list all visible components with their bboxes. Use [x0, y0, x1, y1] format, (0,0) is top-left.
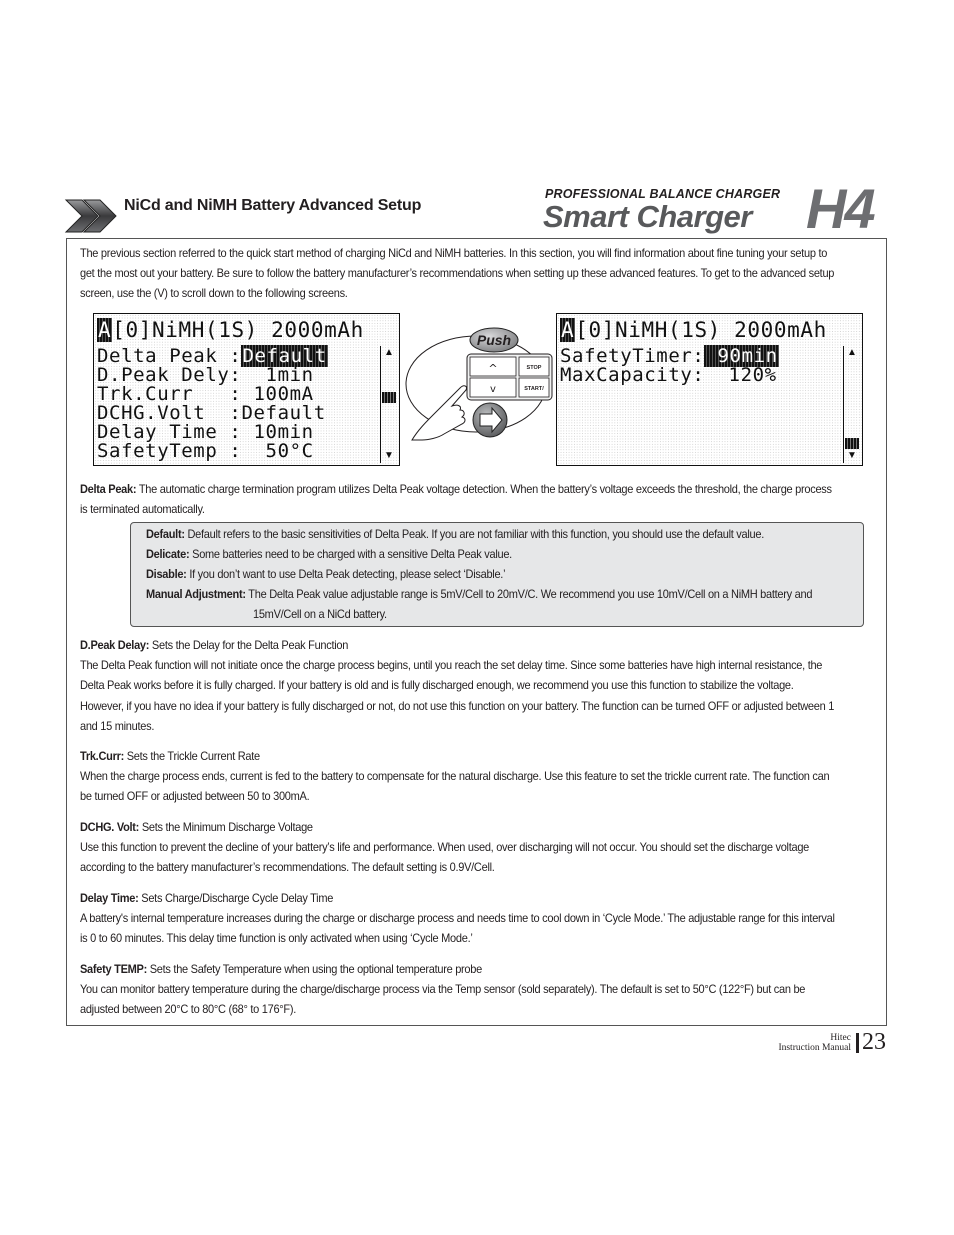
section-label: Delay Time:	[80, 892, 139, 905]
delta-peak-paragraph	[80, 480, 836, 520]
start-label: START/	[524, 386, 544, 392]
scroll-down-icon: ▼	[384, 450, 394, 461]
option-delicate	[146, 545, 822, 565]
section-heading	[80, 747, 836, 767]
section-subtitle: Sets Charge/Discharge Cycle Delay Time	[138, 892, 334, 905]
up-button-icon: ^	[488, 362, 498, 375]
lcd-row-value: 120%	[704, 364, 777, 386]
page-number: 23	[862, 1029, 886, 1055]
section-safety-temp	[80, 960, 836, 1021]
option-manual-adjustment-cont	[253, 605, 929, 625]
section-subtitle: Sets the Delay for the Delta Peak Function	[149, 639, 349, 652]
section-subtitle: Sets the Safety Temperature when using the optional temperature probe	[146, 963, 482, 976]
section-body: You can monitor battery temperature during the charge/discharge process via the Temp sensor (sold separately). The default is set to 50°C (122°F) but can be adjusted between 20°C to 80°C (68° to 176°F).	[80, 983, 806, 1017]
option-disable	[146, 565, 822, 585]
lcd-row-value-selected: Default	[242, 345, 327, 367]
section-label: Safety TEMP:	[80, 963, 147, 976]
section-body: Use this function to prevent the decline of your battery’s life and performance. When used, over discharging will not occur. You should set the discharge voltage according to the battery manufacturer’s recommendations. The default setting is 0.9V/Cell.	[80, 841, 810, 875]
lcd-screen-advanced-setup	[93, 313, 400, 466]
brand-subtitle: PROFESSIONAL BALANCE CHARGER	[545, 187, 781, 201]
intro-paragraph: The previous section referred to the quick start method of charging NiCd and NiMH batteries. In this section, you will find information about fine tuning your setup to get the most out your battery. Be sure to follow the battery manufacturer’s recommendations when setting up these advanced features. To get to the advanced setup screen, use the (V) to scroll down to the following screens.	[80, 247, 835, 301]
lcd-row-label: SafetyTemp :	[97, 440, 242, 462]
chevron-arrows-icon	[64, 198, 122, 234]
option-label: Disable:	[146, 568, 187, 581]
option-text: 15mV/Cell on a NiCd battery.	[253, 608, 387, 621]
lcd-row-label: Delay Time :	[97, 421, 242, 443]
lcd-row-value: Default	[241, 402, 326, 424]
channel-indicator: A	[561, 318, 575, 342]
term-label: Delta Peak:	[80, 483, 137, 496]
lcd-header	[97, 319, 364, 342]
down-button-icon: v	[490, 384, 496, 395]
lcd-screen-safety-settings	[556, 313, 863, 466]
charger-buttons-illustration	[404, 322, 554, 442]
section-heading	[80, 889, 836, 909]
section-title: NiCd and NiMH Battery Advanced Setup	[124, 197, 422, 214]
section-subtitle: Sets the Minimum Discharge Voltage	[139, 821, 313, 834]
scroll-up-icon: ▲	[384, 347, 394, 358]
footer-brand: Hitec	[830, 1033, 851, 1043]
scroll-down-icon: ▼	[847, 450, 857, 461]
option-label: Delicate:	[146, 548, 190, 561]
brand-name: Smart Charger	[543, 199, 752, 234]
term-description: The automatic charge termination program utilizes Delta Peak voltage detection. When the battery’s voltage exceeds the threshold, the charge process is terminated automatically.	[80, 483, 832, 517]
footer-doc-title: Instruction Manual	[778, 1043, 851, 1053]
lcd-row-label: Trk.Curr :	[97, 383, 242, 405]
lcd-header-text: [0]NiMH(1S) 2000mAh	[575, 318, 827, 342]
section-heading	[80, 818, 836, 838]
scroll-thumb	[845, 438, 859, 449]
footer-divider	[856, 1033, 859, 1053]
brand-model: H4	[806, 177, 874, 240]
option-text: The Delta Peak value adjustable range is 5mV/Cell to 20mV/C. We recommend you use 10mV/Cell on a NiMH battery and	[245, 588, 813, 601]
section-label: Trk.Curr:	[80, 750, 124, 763]
section-heading	[80, 960, 836, 980]
option-manual-adjustment	[146, 585, 822, 605]
lcd-row-max-capacity	[560, 366, 777, 385]
section-heading	[80, 636, 836, 656]
section-body: The Delta Peak function will not initiate once the charge process begins, until you reach the set delay time. Since some batteries have high internal resistance, the Delta Peak works before it is fully charged. If your battery is old and is fully discharged enough, we recommend you use this function to stabilize the voltage. However, if you have no idea if your battery is fully discharged or not, do not use this function on your battery. The function can be turned OFF or adjusted between 1 and 15 minutes.	[80, 659, 835, 733]
section-dpeak-delay	[80, 636, 836, 737]
section-trickle-current	[80, 747, 836, 808]
lcd-row-label: Delta Peak :	[97, 345, 242, 367]
scroll-up-icon: ▲	[847, 347, 857, 358]
channel-indicator: A	[98, 318, 112, 342]
lcd-row-label: SafetyTimer:	[560, 345, 705, 367]
section-discharge-volt	[80, 818, 836, 879]
lcd-scrollbar	[380, 346, 397, 463]
lcd-row-value: 50°C	[241, 440, 314, 462]
stop-label: STOP	[526, 365, 542, 371]
lcd-row-label: DCHG.Volt :	[97, 402, 242, 424]
option-label: Manual Adjustment:	[146, 588, 246, 601]
option-text: If you don’t want to use Delta Peak detecting, please select ‘Disable.’	[186, 568, 506, 581]
lcd-row-value-selected: 90min	[705, 345, 778, 367]
lcd-row-label: D.Peak Dely:	[97, 364, 242, 386]
section-body: When the charge process ends, current is fed to the battery to compensate for the natural discharge. Use this feature to set the trickle current rate. The function can be turned OFF or adjusted between 50 to 300mA.	[80, 770, 830, 804]
section-delay-time	[80, 889, 836, 950]
lcd-header-text: [0]NiMH(1S) 2000mAh	[112, 318, 364, 342]
lcd-row-label: MaxCapacity:	[560, 364, 705, 386]
option-default	[146, 525, 822, 545]
lcd-row-safety-temp	[97, 442, 314, 461]
option-label: Default:	[146, 528, 185, 541]
lcd-scrollbar	[843, 346, 860, 463]
option-text: Some batteries need to be charged with a sensitive Delta Peak value.	[189, 548, 512, 561]
lcd-header	[560, 319, 827, 342]
section-subtitle: Sets the Trickle Current Rate	[123, 750, 260, 763]
scroll-thumb	[382, 392, 396, 403]
section-body: A battery's internal temperature increases during the charge or discharge process and needs time to cool down in ‘Cycle Mode.’ The adjustable range for this interval is 0 to 60 minutes. This delay time function is only activated when using ‘Cycle Mode.’	[80, 912, 835, 946]
lcd-row-value: 100mA	[241, 383, 314, 405]
lcd-row-value: 1min	[241, 364, 314, 386]
option-text: Default refers to the basic sensitivities of Delta Peak. If you are not familiar with this function, you should use the default value.	[184, 528, 764, 541]
section-label: DCHG. Volt:	[80, 821, 140, 834]
section-label: D.Peak Delay:	[80, 639, 150, 652]
lcd-row-value: 10min	[241, 421, 314, 443]
push-label: Push	[476, 332, 512, 348]
